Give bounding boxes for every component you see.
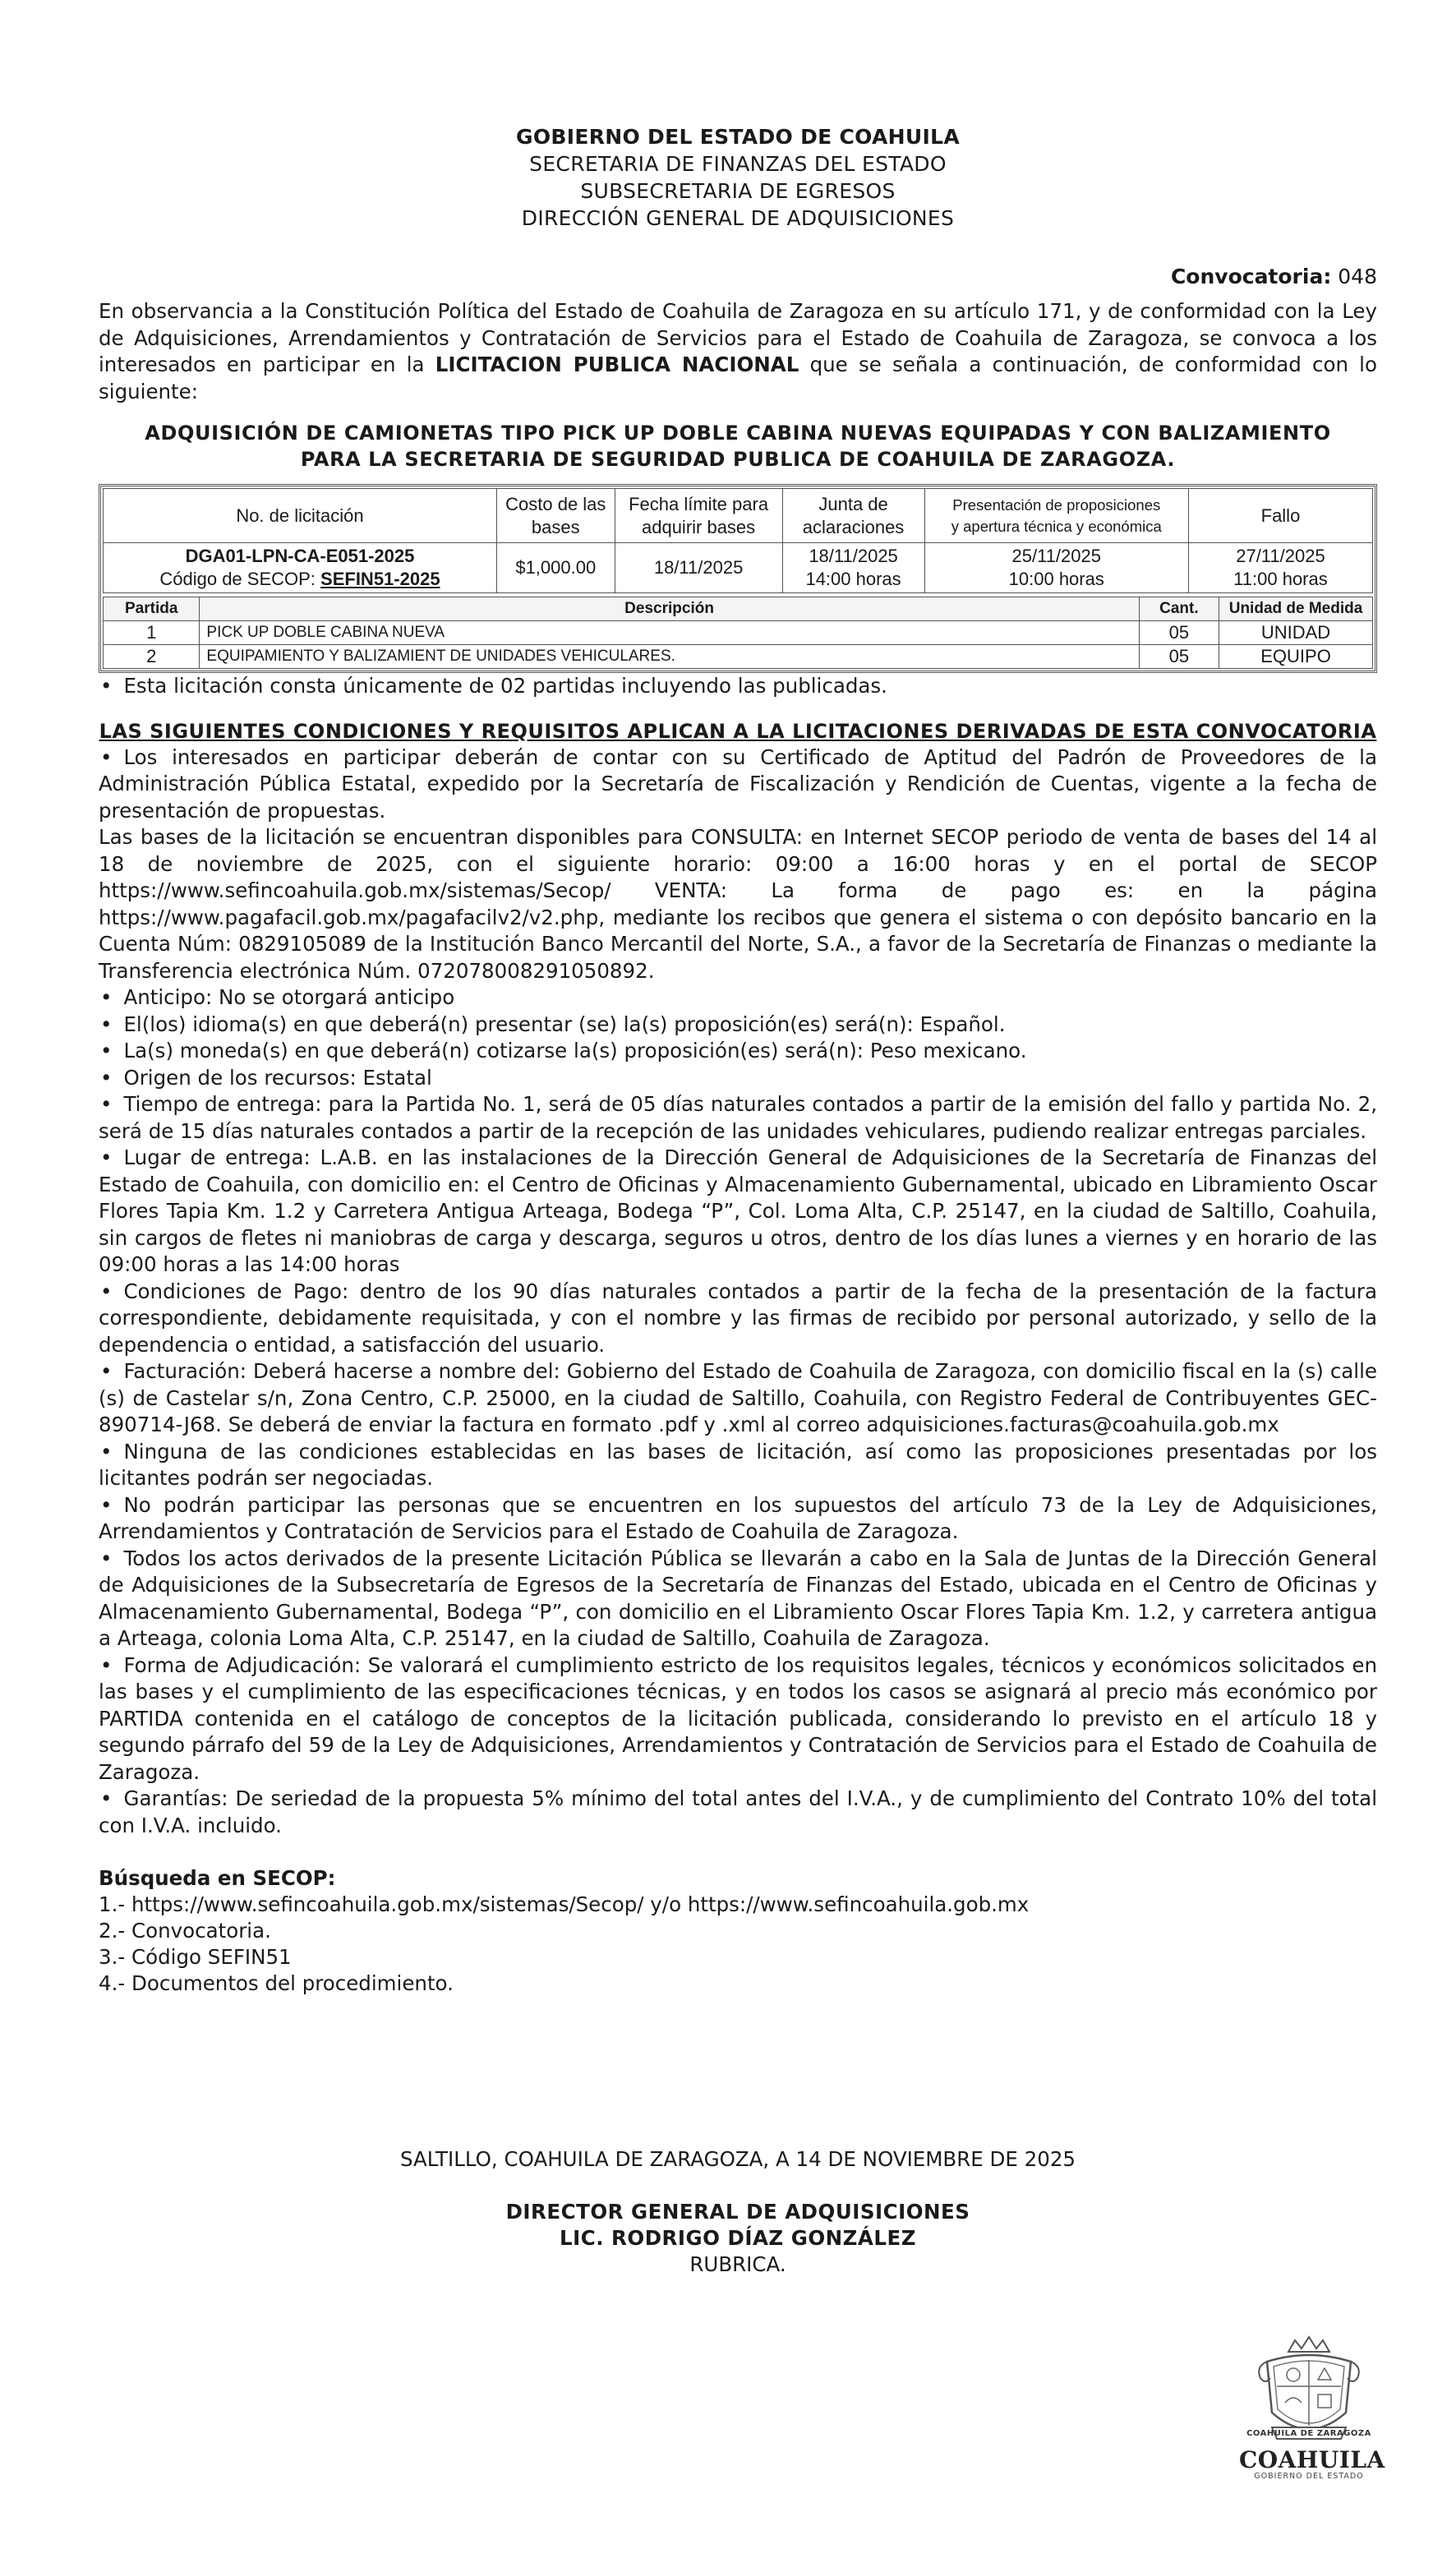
col-meeting-line1: Junta de	[818, 493, 888, 514]
col-deadline-line1: Fecha límite para	[629, 493, 769, 514]
logo-subtitle: GOBIERNO DEL ESTADO	[1254, 2472, 1364, 2481]
col-unit: Unidad de Medida	[1219, 597, 1373, 621]
col-tender-no: No. de licitación	[104, 489, 497, 543]
coahuila-logo	[1239, 2334, 1385, 2481]
col-deadline	[615, 489, 782, 543]
col-meeting-line2: aclaraciones	[802, 516, 905, 537]
secop-label: Código de SECOP:	[159, 569, 321, 589]
col-cost-line1: Costo de las	[505, 493, 606, 514]
list-item: • El(los) idioma(s) en que deberá(n) presentar (se) la(s) proposición(es) será(n): Español.	[99, 1012, 1377, 1039]
cell-deadline: 18/11/2025	[615, 543, 782, 593]
intro-text-bold: LICITACION PUBLICA NACIONAL	[435, 353, 799, 376]
list-item: • Facturación: Deberá hacerse a nombre del: Gobierno del Estado de Coahuila de Zaragoza, con domicilio fiscal en la (s) calle (s) de Castelar s/n, Zona Centro, C.P. 25000, en la ciudad de Saltillo, Coahuila, con Registro Federal de Contribuyentes GEC-890714-J68. Se deberá de enviar la factura en formato .pdf y .xml al correo adquisiciones.facturas@coahuila.gob.mx	[99, 1358, 1377, 1439]
list-item: • Tiempo de entrega: para la Partida No. 1, será de 05 días naturales contados a partir de la emisión del fallo y partida No. 2, será de 15 días naturales contados a partir de la recepción de las unidades vehiculares, pudiendo realizar entregas parciales.	[99, 1091, 1377, 1145]
item-qty: 05	[1139, 645, 1219, 669]
seal-ribbon-text: COAHUILA DE ZARAGOZA	[1246, 2429, 1371, 2438]
document-body	[99, 123, 1377, 1997]
item-unit: EQUIPO	[1219, 645, 1373, 669]
object-line-1: ADQUISICIÓN DE CAMIONETAS TIPO PICK UP DOBLE CABINA NUEVAS EQUIPADAS Y CON BALIZAMIENTO	[145, 422, 1331, 445]
col-presentation	[924, 489, 1188, 543]
logo-name: COAHUILA	[1239, 2446, 1385, 2473]
col-meeting	[782, 489, 924, 543]
rubric-text: RUBRICA.	[689, 2252, 786, 2276]
ruling-time: 11:00 horas	[1233, 569, 1328, 589]
col-description: Descripción	[200, 597, 1139, 621]
item-number: 1	[104, 621, 200, 645]
item-unit: UNIDAD	[1219, 621, 1373, 645]
list-item: • Anticipo: No se otorgará anticipo	[99, 984, 1377, 1012]
table-row	[104, 645, 1373, 669]
item-number: 2	[104, 645, 200, 669]
list-item: • Origen de los recursos: Estatal	[99, 1065, 1377, 1092]
presentation-time: 10:00 horas	[1008, 569, 1104, 589]
intro-paragraph	[99, 298, 1377, 405]
direction-title: DIRECCIÓN GENERAL DE ADQUISICIONES	[521, 206, 955, 230]
item-qty: 05	[1139, 621, 1219, 645]
place-date: SALTILLO, COAHUILA DE ZARAGOZA, A 14 DE NOVIEMBRE DE 2025	[399, 2147, 1076, 2171]
list-item: • Ninguna de las condiciones establecidas en las bases de licitación, así como las proposiciones presentadas por los licitantes podrán ser negociadas.	[99, 1439, 1377, 1492]
search-step: 4.- Documentos del procedimiento.	[99, 1971, 454, 1995]
item-description: PICK UP DOBLE CABINA NUEVA	[200, 621, 1139, 645]
document-header	[99, 123, 1377, 232]
list-item: • La(s) moneda(s) en que deberá(n) cotizarse la(s) proposición(es) será(n): Peso mexicano.	[99, 1038, 1377, 1065]
list-item: • Esta licitación consta únicamente de 02 partidas incluyendo las publicadas.	[99, 673, 1377, 700]
list-item: • Garantías: De seriedad de la propuesta 5% mínimo del total antes del I.V.A., y de cumplimiento del Contrato 10% del total con I.V.A. incluido.	[99, 1786, 1377, 1839]
meeting-time: 14:00 horas	[805, 569, 901, 589]
tender-table-header	[104, 489, 1373, 543]
col-item: Partida	[104, 597, 200, 621]
cell-presentation	[924, 543, 1188, 593]
list-item: • Los interesados en participar deberán de contar con su Certificado de Aptitud del Padrón de Proveedores de la Administración Pública Estatal, expedido por la Secretaría de Fiscalización y Rendición de Cuentas, vigente a la fecha de presentación de propuestas.	[99, 744, 1377, 825]
item-description: EQUIPAMIENTO Y BALIZAMIENT DE UNIDADES VEHICULARES.	[200, 645, 1139, 669]
government-title: GOBIERNO DEL ESTADO DE COAHUILA	[516, 125, 960, 149]
tender-number: DGA01-LPN-CA-E051-2025	[185, 546, 415, 566]
col-ruling: Fallo	[1188, 489, 1372, 543]
list-item: • Condiciones de Pago: dentro de los 90 días naturales contados a partir de la fecha de la presentación de la factura correspondiente, debidamente requisitada, y con el nombre y las firmas de recibido por personal autorizado, y sello de la dependencia o entidad, a satisfacción del usuario.	[99, 1279, 1377, 1359]
list-item: • Todos los actos derivados de la presente Licitación Pública se llevarán a cabo en la Sala de Juntas de la Dirección General de Adquisiciones de la Subsecretaría de Egresos de la Secretaría de Finanzas del Estado, ubicada en el Centro de Oficinas y Almacenamiento Gubernamental, Bodega “P”, con domicilio en el Libramiento Oscar Flores Tapia Km. 1.2, y carretera antigua a Arteaga, colonia Loma Alta, C.P. 25147, en la ciudad de Saltillo, Coahuila de Zaragoza.	[99, 1546, 1377, 1652]
subsecretariat-title: SUBSECRETARIA DE EGRESOS	[580, 179, 896, 203]
col-cost	[496, 489, 615, 543]
secretariat-title: SECRETARIA DE FINANZAS DEL ESTADO	[529, 152, 947, 176]
secop-search	[99, 1865, 1377, 1997]
col-presentation-line2: y apertura técnica y económica	[951, 517, 1162, 535]
col-deadline-line2: adquirir bases	[641, 516, 756, 537]
cell-meeting	[782, 543, 924, 593]
list-item: Las bases de la licitación se encuentran disponibles para CONSULTA: en Internet SECOP periodo de venta de bases del 14 al 18 de noviembre de 2025, con el siguiente horario: 09:00 a 16:00 horas y en el portal de SECOP https://www.sefincoahuila.gob.mx/sistemas/Secop/ VENTA: La forma de pago es: en la página https://www.pagafacil.gob.mx/pagafacilv2/v2.php, mediante los recibos que genera el sistema o con depósito bancario en la Cuenta Núm: 0829105089 de la Institución Banco Mercantil del Norte, S.A., a favor de la Secretaría de Finanzas o mediante la Transferencia electrónica Núm. 072078008291050892.	[99, 825, 1377, 983]
list-item: • Forma de Adjudicación: Se valorará el cumplimiento estricto de los requisitos legales, técnicos y económicos solicitados en las bases y el cumplimiento de las especificaciones técnicas, y en todos los casos se asignará al precio más económico por PARTIDA contenida en el catálogo de conceptos de la licitación publicada, considerando lo previsto en el artículo 18 y segundo párrafo del 59 de la Ley de Adquisiciones, Arrendamientos y Contratación de Servicios para el Estado de Coahuila de Zaragoza.	[99, 1652, 1377, 1786]
meeting-date: 18/11/2025	[809, 546, 898, 566]
cell-cost: $1,000.00	[496, 543, 615, 593]
items-table	[103, 597, 1373, 669]
secop-code: SEFIN51-2025	[320, 569, 440, 589]
convocatoria-number	[99, 263, 1377, 290]
signature-block	[99, 2199, 1377, 2278]
list-item: • No podrán participar las personas que se encuentren en los supuestos del artículo 73 de la Ley de Adquisiciones, Arrendamientos y Contratación de Servicios para el Estado de Coahuila de Zaragoza.	[99, 1492, 1377, 1546]
ruling-date: 27/11/2025	[1236, 546, 1325, 566]
search-step: 3.- Código SEFIN51	[99, 1945, 292, 1969]
tender-tables	[99, 484, 1377, 673]
search-step: 1.- https://www.sefincoahuila.gob.mx/sistemas/Secop/ y/o https://www.sefincoahuila.gob.mx	[99, 1892, 1030, 1916]
object-line-2: PARA LA SECRETARIA DE SEGURIDAD PUBLICA DE COAHUILA DE ZARAGOZA.	[300, 448, 1176, 471]
table-row	[104, 621, 1373, 645]
conditions-title: LAS SIGUIENTES CONDICIONES Y REQUISITOS APLICAN A LA LICITACIONES DERIVADAS DE ESTA CONVOCATORIA	[99, 719, 1377, 743]
signer-position: DIRECTOR GENERAL DE ADQUISICIONES	[505, 2200, 970, 2224]
cell-ruling	[1188, 543, 1372, 593]
col-cost-line2: bases	[531, 516, 580, 537]
tender-table	[103, 488, 1373, 593]
convocatoria-value: 048	[1338, 265, 1377, 288]
signer-name: LIC. RODRIGO DÍAZ GONZÁLEZ	[559, 2226, 916, 2250]
col-qty: Cant.	[1139, 597, 1219, 621]
intro-text-after: que se señala a continuación, de conformidad con lo siguiente:	[99, 353, 1377, 403]
items-note	[99, 673, 1377, 700]
col-presentation-line1: Presentación de proposiciones	[952, 496, 1161, 514]
search-step: 2.- Convocatoria.	[99, 1919, 271, 1943]
secop-search-title: Búsqueda en SECOP:	[99, 1866, 336, 1890]
convocatoria-label: Convocatoria:	[1170, 265, 1332, 288]
intro-text-before: En observancia a la Constitución Política del Estado de Coahuila de Zaragoza en su artículo 171, y de conformidad con la Ley de Adquisiciones, Arrendamientos y Contratación de Servicios para el Estado de Coahuila de Zaragoza, se convoca a los interesados en participar en la	[99, 299, 1377, 376]
list-item: • Lugar de entrega: L.A.B. en las instalaciones de la Dirección General de Adquisiciones de la Secretaría de Finanzas del Estado de Coahuila, con domicilio en: el Centro de Oficinas y Almacenamiento Gubernamental, ubicado en Libramiento Oscar Flores Tapia Km. 1.2 y Carretera Antigua Arteaga, Bodega “P”, Col. Loma Alta, C.P. 25147, en la ciudad de Saltillo, Coahuila, sin cargos de fletes ni maniobras de carga y descarga, seguros u otros, dentro de los días lunes a viernes y en horario de las 09:00 horas a las 14:00 horas	[99, 1145, 1377, 1279]
presentation-date: 25/11/2025	[1011, 546, 1101, 566]
cell-tender-no	[104, 543, 497, 593]
items-table-header	[104, 597, 1373, 621]
tender-table-row	[104, 543, 1373, 593]
procurement-object	[99, 420, 1377, 472]
conditions-list	[99, 744, 1377, 1840]
